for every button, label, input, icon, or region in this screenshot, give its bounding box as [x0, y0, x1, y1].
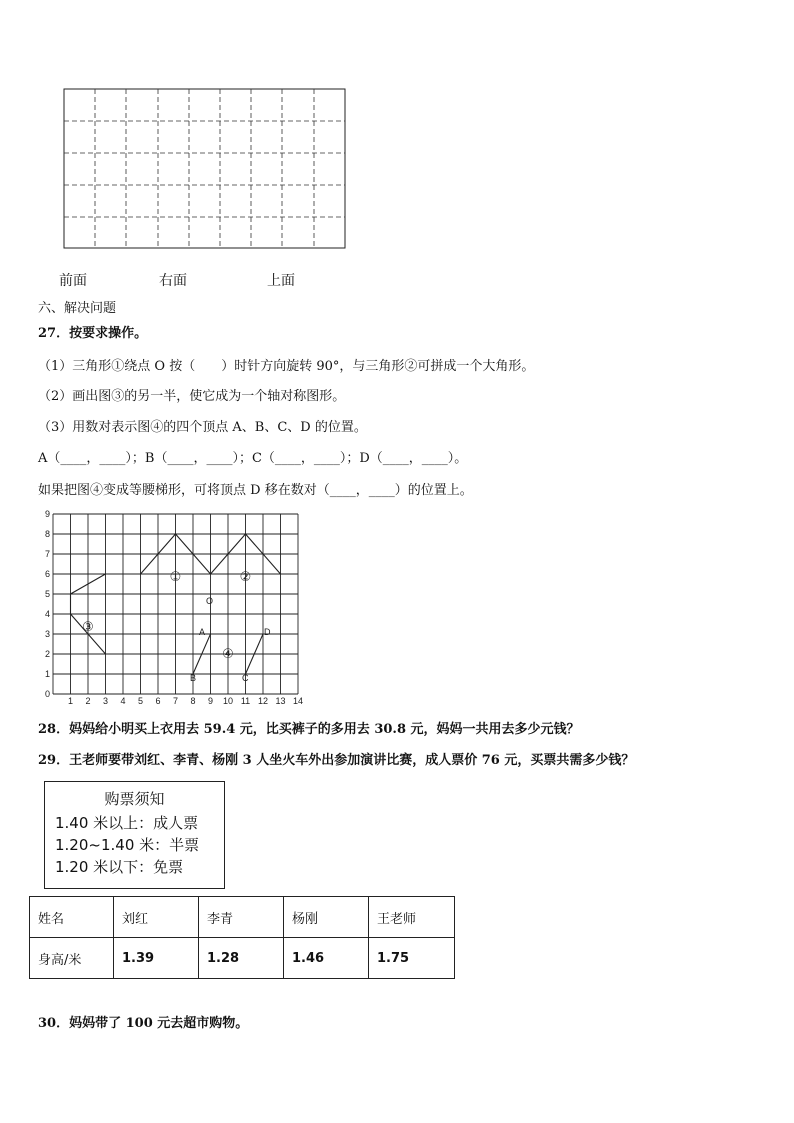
- point-label-b: B: [190, 673, 197, 683]
- shape-label-3: ③: [82, 619, 94, 634]
- y-tick: 6: [44, 569, 50, 579]
- x-tick: 10: [222, 696, 234, 705]
- q29-text: [38, 749, 634, 768]
- y-tick: 5: [44, 589, 50, 599]
- view-drawing-grid: [63, 88, 347, 250]
- q30-number: 30．: [38, 1016, 70, 1031]
- q29-body: 王老师要带刘红、李青、杨刚 3 人坐火车外出参加演讲比赛，成人票价 76 元，买票共需多少钱？: [69, 753, 635, 768]
- table-row: [30, 938, 455, 979]
- table-header-cell: 姓名: [30, 897, 114, 938]
- ticket-notice-line: 1.20~1.40 米：半票: [55, 836, 200, 854]
- shape-label-2: ②: [239, 569, 252, 584]
- section-title: 六、解决问题: [38, 301, 117, 316]
- height-table: [29, 896, 455, 979]
- y-tick: 8: [44, 529, 50, 539]
- q30-body: 妈妈带了 100 元去超市购物。: [69, 1016, 249, 1031]
- q28-body: 妈妈给小明买上衣用去 59.4 元，比买裤子的多用去 30.8 元，妈妈一共用去多少元钱？: [69, 722, 580, 737]
- point-label-o: O: [206, 596, 214, 606]
- table-header-cell: 杨刚: [284, 897, 369, 938]
- table-cell: 1.28: [199, 938, 284, 979]
- ticket-notice-line: 1.40 米以上：成人票: [55, 814, 199, 832]
- y-tick: 4: [44, 609, 50, 619]
- point-label-d: D: [264, 627, 271, 637]
- x-tick: 1: [67, 696, 74, 705]
- y-tick: 9: [44, 509, 50, 519]
- x-tick: 2: [85, 696, 91, 705]
- x-tick: 11: [240, 696, 251, 705]
- x-tick: 3: [102, 696, 109, 705]
- view-label-top: 上面: [267, 273, 295, 289]
- point-label-c: C: [242, 673, 249, 683]
- shape-label-1: ①: [169, 569, 182, 584]
- shape-label-4: ④: [222, 646, 234, 661]
- q27-part-3: （3）用数对表示图④的四个顶点 A、B、C、D 的位置。: [38, 420, 367, 435]
- y-tick: 1: [44, 669, 50, 679]
- table-header-cell: 李青: [199, 897, 284, 938]
- x-tick: 5: [137, 696, 144, 705]
- table-header-cell: 刘红: [114, 897, 199, 938]
- q29-number: 29．: [38, 753, 70, 768]
- q27-part-2: （2）画出图③的另一半，使它成为一个轴对称图形。: [38, 389, 346, 404]
- x-tick: 14: [292, 696, 304, 705]
- x-tick: 4: [120, 696, 126, 705]
- q27-trapezoid-line: 如果把图④变成等腰梯形，可将顶点 D 移在数对（____，____）的位置上。: [38, 483, 473, 498]
- q27-intro: 按要求操作。: [69, 326, 148, 341]
- table-cell: 1.39: [114, 938, 199, 979]
- y-tick: 0: [44, 689, 50, 699]
- table-row: [30, 897, 455, 938]
- view-label-right: 右面: [159, 273, 187, 289]
- ticket-notice-title: 购票须知: [104, 790, 165, 808]
- q28-text: [38, 718, 580, 737]
- coordinate-grid-figure: [35, 505, 305, 705]
- x-tick: 8: [190, 696, 196, 705]
- q27-part-1: （1）三角形①绕点 O 按（ ）时针方向旋转 90°，与三角形②可拼成一个大角形。: [38, 359, 535, 374]
- view-label-front: 前面: [59, 273, 87, 289]
- table-cell: 身高/米: [30, 938, 114, 979]
- x-tick: 7: [172, 696, 179, 705]
- q27-coords-line: A（____，____）；B（____，____）；C（____，____）；D（____，____）。: [38, 451, 468, 466]
- x-tick: 13: [275, 696, 286, 705]
- ticket-notice-box: [44, 781, 225, 889]
- y-tick: 3: [44, 629, 50, 639]
- ticket-notice-line: 1.20 米以下：免票: [55, 858, 184, 876]
- y-tick: 2: [44, 649, 50, 659]
- y-tick: 7: [44, 549, 50, 559]
- x-tick: 9: [207, 696, 214, 705]
- table-header-cell: 王老师: [369, 897, 455, 938]
- table-cell: 1.75: [369, 938, 455, 979]
- x-tick: 6: [155, 696, 161, 705]
- q28-number: 28．: [38, 722, 70, 737]
- q27-text: [38, 322, 147, 341]
- x-tick: 12: [257, 696, 269, 705]
- point-label-a: A: [199, 627, 206, 637]
- q27-number: 27．: [38, 326, 70, 341]
- table-cell: 1.46: [284, 938, 369, 979]
- q30-text: [38, 1012, 248, 1031]
